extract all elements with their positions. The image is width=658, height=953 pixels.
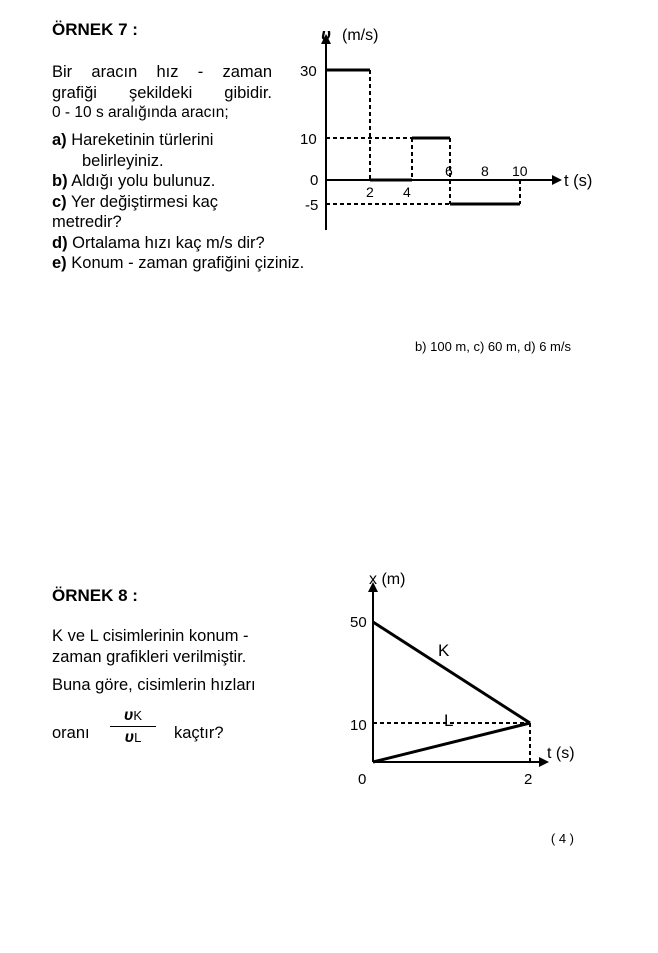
example-7-answers: b) 100 m, c) 60 m, d) 6 m/s xyxy=(414,339,571,354)
velocity-time-graph xyxy=(290,18,620,258)
question-text: Aldığı yolu bulunuz. xyxy=(71,172,216,190)
y-axis-symbol: υ xyxy=(321,25,332,44)
x-axis-label: t (s) xyxy=(564,172,593,190)
ratio-denominator xyxy=(104,728,162,747)
question-text: belirleyiniz. xyxy=(82,151,164,170)
ratio-suffix: kaçtır? xyxy=(174,724,224,742)
fraction-bar xyxy=(110,726,156,727)
question-text: Yer değiştirmesi kaç xyxy=(70,192,219,211)
line-label-k: K xyxy=(438,641,450,660)
page-number: ( 4 ) xyxy=(550,831,574,846)
x-tick-label: 2 xyxy=(366,184,374,200)
text-line: zaman grafikleri verilmiştir. xyxy=(52,647,247,666)
question-text: Ortalama hızı kaç m/s dir? xyxy=(72,233,265,252)
subscript-k: K xyxy=(133,708,143,723)
ratio-numerator xyxy=(104,706,162,725)
intro-line: grafiği şekildeki gibidir. xyxy=(52,83,272,102)
line-k xyxy=(373,622,530,723)
ratio-fraction xyxy=(104,706,162,747)
velocity-symbol: υ xyxy=(123,707,134,724)
intro-line: Bir aracın hız - zaman xyxy=(52,63,272,81)
x-tick-label: 8 xyxy=(481,163,489,179)
y-axis-unit: (m/s) xyxy=(342,27,379,44)
question-text: metredir? xyxy=(52,213,122,231)
subscript-l: L xyxy=(134,730,142,745)
example-8-text xyxy=(52,626,352,696)
example-7-heading: ÖRNEK 7 : xyxy=(52,20,138,39)
y-tick-label: -5 xyxy=(305,197,319,214)
question-label: a) xyxy=(52,131,67,149)
y-tick-label: 0 xyxy=(310,172,319,189)
ratio-prefix: oranı xyxy=(52,724,90,742)
origin-label: 0 xyxy=(358,771,367,788)
intro-line: 0 - 10 s aralığında aracın; xyxy=(52,104,229,121)
y-axis-label: x (m) xyxy=(369,571,406,588)
y-tick-label: 50 xyxy=(350,614,367,631)
x-tick-label: 4 xyxy=(403,184,411,200)
example-7-intro xyxy=(52,62,272,124)
y-tick-label: 30 xyxy=(300,63,317,80)
question-label: e) xyxy=(52,254,67,272)
question-label: b) xyxy=(52,172,68,190)
question-text: Hareketinin türlerini xyxy=(71,131,214,149)
x-axis-label: t (s) xyxy=(547,745,575,762)
question-label: c) xyxy=(52,192,67,211)
line-label-l: L xyxy=(444,711,454,730)
example-8-heading: ÖRNEK 8 : xyxy=(52,586,138,605)
velocity-symbol: υ xyxy=(124,729,135,746)
question-text: Konum - zaman grafiğini çiziniz. xyxy=(71,254,305,272)
x-tick-label: 10 xyxy=(512,163,528,179)
question-label: d) xyxy=(52,233,68,252)
position-time-graph xyxy=(325,570,625,815)
x-tick-label: 2 xyxy=(524,771,533,788)
y-tick-label: 10 xyxy=(300,131,317,148)
x-tick-label: 6 xyxy=(445,163,453,179)
text-line: Buna göre, cisimlerin hızları xyxy=(52,676,256,694)
text-line: K ve L cisimlerinin konum - xyxy=(52,627,249,645)
y-tick-label: 10 xyxy=(350,717,367,734)
